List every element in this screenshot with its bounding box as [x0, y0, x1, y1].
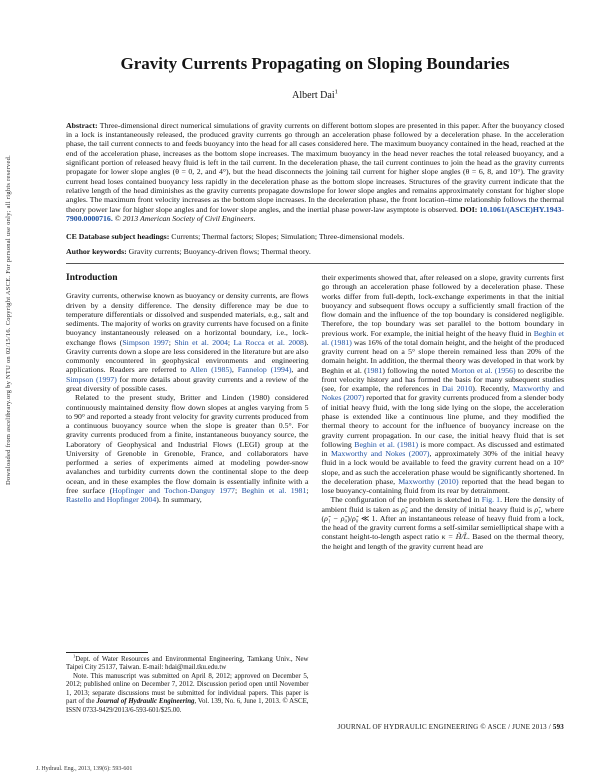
citation-link[interactable]: Fannelop (1994): [237, 365, 292, 375]
footnote-block: [66, 652, 309, 715]
abstract-paragraph: Abstract: Three-dimensional direct numerical simulations of gravity currents on different bottom slopes are presented in this paper. After the buoyancy closed in a lock is instantaneously released, the produced gravity currents go through an acceleration phase followed by a deceleration phase. In the acceleration phase, the tail current connects to and feeds buoyancy into the head for all cases considered here. The maximum buoyancy contained in the head, reached at the end of the acceleration phase, increases as the bottom slope increases. The maximum buoyancy in the head never reaches the total released buoyancy, and a significant portion of released heavy fluid is left in the tail current. In the deceleration phase, the tail current continues to join the head as the gravity currents propagate for lower slope angles (θ = 0, 2, and 4°), but the head disconnects the joining tail current for higher slope angles (θ = 6, 8, and 10°). The gravity current head loses contained buoyancy less rapidly in the deceleration phase as the bottom slope increases. Structures of the gravity current indicate that the relative length of the head diminishes as the gravity currents propagate downslope for lower slope angles and remains approximately constant for higher slope angles. The maximum front velocity increases as the bottom slope increases. In the deceleration phase, the front location–time relationship follows the thermal theory power law for higher slope angles and for lower slope angles, and the inertial phase power-law asymptote is observed. DOI: 10.1061/(ASCE)HY.1943-7900.0000716. © 2013 American Society of Civil Engineers.: [66, 120, 565, 223]
paper-title: Gravity Currents Propagating on Sloping Boundaries: [120, 54, 510, 73]
intro-paragraph-2: Related to the present study, Britter and Linden (1980) considered continuously maintained density flow down slopes at angles varying from 5 to 90° and reported a steady front velocity for gravity currents produced from a continuous buoyancy source when the slope is greater than 0.5°. For gravity currents produced from a finite, instantaneous buoyancy source, the Laboratory of Geophysical and Industrial Flows (LEGI) group at the University of Grenoble in Grenoble, France, and collaborators have performed a series of experiments aimed at modeling powder-snow avalanches and turbidity currents down the continental slope to the deep ocean, and in these examples the flow domain is essentially infinite with a free surface (Hopfinger and Tochon-Danguy 1977; Beghin et al. 1981; Rastello and Hopfinger 2004). In summary,: [66, 393, 309, 505]
author-name: Albert Dai$^1$: [292, 88, 338, 101]
column-spacer: [66, 504, 309, 652]
citation-link[interactable]: Maxworthy and Nokes (2007): [321, 384, 564, 403]
citation-link[interactable]: Rastello and Hopfinger 2004: [66, 495, 157, 505]
citation-link[interactable]: Beghin et al. 1981: [241, 485, 307, 495]
front-matter-divider: [66, 263, 564, 264]
right-column: [322, 273, 565, 715]
section-heading-introduction: Introduction: [66, 273, 118, 284]
footnote-affiliation: $^1$Dept. of Water Resources and Environmental Engineering, Tamkang Univ., New Taipei City 25137, Taiwan. E-mail: hdai@mail.tku.edu.tw: [66, 653, 309, 672]
ce-database-subject-headings: CE Database subject headings: Currents; Thermal factors; Slopes; Simulation; Three-dimensional models.: [66, 232, 405, 242]
journal-footer-line: JOURNAL OF HYDRAULIC ENGINEERING © ASCE / JUNE 2013 / 593: [337, 723, 564, 732]
citation-link[interactable]: Morton et al. (1956): [451, 365, 516, 375]
two-column-body: [66, 273, 564, 715]
body-paragraph-right-2: The configuration of the problem is sketched in Fig. 1. Here the density of ambient fluid is taken as ρ̃₀ and the density of initial heavy fluid is ρ̃₁, where (ρ̃₁ − ρ̃₀)/ρ̃₀ ≪ 1. After an instantaneous release of heavy fluid from a lock, the head of the gravity current forms a self-similar semielliptical shape with a constant height-to-length aspect ratio κ = H̃/L̃. Based on the thermal theory, the height and length of the gravity current head are: [321, 495, 565, 551]
citation-link[interactable]: 1981: [366, 365, 383, 375]
citation-link[interactable]: Maxworthy (2010): [398, 476, 459, 486]
citation-link[interactable]: Fig. 1: [481, 495, 501, 505]
citation-link[interactable]: Allen (1985): [189, 365, 232, 375]
intro-paragraph-1: Gravity currents, otherwise known as buoyancy or density currents, are flows driven by a density difference. The density difference may be due to temperature differentials or dissolved and suspended materials, e.g., salt and sediments. The majority of works on gravity currents have focused on a finite buoyancy instantaneously released on a horizontal boundary, i.e., lock-exchange flows (Simpson 1997; Shin et al. 2004; La Rocca et al. 2008). Gravity currents down a slope are less considered in the literature but are also commonly encountered in geophysical environments and engineering applications. Readers are referred to Allen (1985), Fannelop (1994), and Simpson (1997) for more details about gravity currents and a review of the great diversity of possible cases.: [66, 291, 309, 393]
citation-link[interactable]: Beghin et al. (1981): [354, 439, 419, 449]
download-copyright-notice: Downloaded from ascelibrary.org by NTU on 02/15/16. Copyright ASCE. For personal use only; all rights reserved.: [5, 154, 12, 486]
citation-link[interactable]: Hopfinger and Tochon-Danguy 1977: [112, 485, 235, 495]
citation-link[interactable]: Beghin et al. (1981): [321, 328, 564, 347]
author-keywords: Author keywords: Gravity currents; Buoyancy-driven flows; Thermal theory.: [66, 246, 311, 256]
footnote-note: Note. This manuscript was submitted on April 8, 2012; approved on December 5, 2012; published online on December 7, 2012. Discussion period open until November 1, 2013; separate discussions must be submitted for individual papers. This paper is part of the Journal of Hydraulic Engineering, Vol. 139, No. 6, June 1, 2013. © ASCE, ISSN 0733-9429/2013/6-593-601/$25.00.: [66, 672, 309, 714]
citation-link[interactable]: 10.1061/(ASCE)HY.1943-7900.0000716.: [66, 204, 564, 223]
citation-link[interactable]: Maxworthy and Nokes (2007): [330, 449, 430, 459]
page-content: [66, 0, 564, 731]
citation-link[interactable]: Dai 2010: [441, 384, 473, 394]
footnote-rule: [66, 652, 148, 653]
left-column: [66, 273, 309, 715]
citation-link[interactable]: Simpson 1997: [122, 337, 169, 347]
citation-link[interactable]: Simpson (1997): [66, 374, 117, 384]
citation-link[interactable]: La Rocca et al. 2008: [233, 337, 304, 347]
body-paragraph-right-1: their experiments showed that, after released on a slope, gravity currents first go through an acceleration phase followed by a deceleration phase. These works differ from full-depth, lock-exchange experiments in that the initial buoyancy and subsequent flows occupy a sufficiently small fraction of the flow domain and the influence of the top boundary is considered negligible. Therefore, the top boundary was set parallel to the bottom boundary in previous work. For example, the initial height of the heavy fluid in Beghin et al. (1981) was 16% of the total domain height, and the height of the produced gravity current head on a 5° slope therein remained less than 20% of the domain height. In addition, the thermal theory was developed in that work by Beghin et al. (1981) following the noted Morton et al. (1956) to describe the front velocity history and has formed the basis for many subsequent studies (see, for example, the references in Dai 2010). Recently, Maxworthy and Nokes (2007) reported that for gravity currents produced from a slender body of initial heavy fluid, with the long side lying on the slope, the acceleration phase is extended like a continuous line plume, and they modified the thermal theory to account for the influence of buoyancy increase on the gravity current propagation. In our case, the initial heavy fluid that is set following Beghin et al. (1981) is more compact. As discussed and estimated in Maxworthy and Nokes (2007), approximately 30% of the initial heavy fluid in a lock would be available to feed the gravity current head on a 10° slope, and as such the acceleration phase would be significantly shortened. In the deceleration phase, Maxworthy (2010) reported that the head began to lose buoyancy-containing fluid from its rear by detrainment.: [321, 273, 565, 496]
bottom-citation-line: J. Hydraul. Eng., 2013, 139(6): 593-601: [36, 766, 133, 772]
citation-link[interactable]: Shin et al. 2004: [174, 337, 228, 347]
